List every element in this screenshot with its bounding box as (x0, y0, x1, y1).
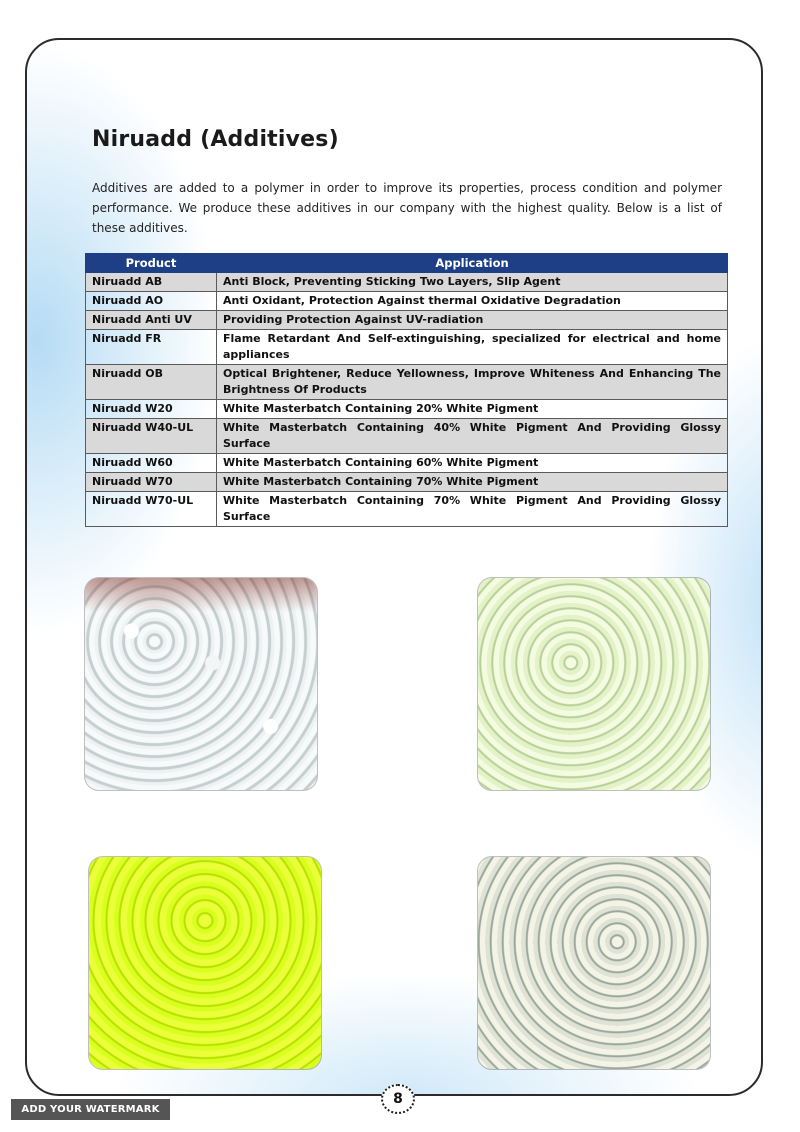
table-row (86, 473, 728, 492)
product-cell: Niruadd W70 (86, 473, 217, 492)
application-cell: White Masterbatch Containing 40% White Pigment And Providing Glossy Surface (217, 419, 728, 454)
table-row (86, 273, 728, 292)
application-cell: White Masterbatch Containing 60% White Pigment (217, 454, 728, 473)
table-row (86, 400, 728, 419)
fluorescent-yellow-granules-photo (89, 857, 321, 1069)
header-product: Product (86, 254, 217, 273)
product-cell: Niruadd Anti UV (86, 311, 217, 330)
product-cell: Niruadd OB (86, 365, 217, 400)
watermark-label: ADD YOUR WATERMARK (11, 1099, 170, 1120)
table-row (86, 330, 728, 365)
white-pellets-photo (478, 857, 710, 1069)
application-cell: Anti Block, Preventing Sticking Two Layers, Slip Agent (217, 273, 728, 292)
product-cell: Niruadd W70-UL (86, 492, 217, 527)
product-cell: Niruadd W40-UL (86, 419, 217, 454)
product-cell: Niruadd W20 (86, 400, 217, 419)
intro-paragraph: Additives are added to a polymer in order to improve its properties, process condition and polymer performance. We produce these additives in our company with the highest quality. Below is a list of these additives. (92, 181, 722, 235)
table-header-row (86, 254, 728, 273)
table-row (86, 365, 728, 400)
application-cell: White Masterbatch Containing 70% White Pigment And Providing Glossy Surface (217, 492, 728, 527)
table-row (86, 419, 728, 454)
product-cell: Niruadd W60 (86, 454, 217, 473)
table-row (86, 292, 728, 311)
table-row (86, 311, 728, 330)
page-number: 8 (381, 1084, 415, 1114)
page-title: Niruadd (Additives) (92, 127, 339, 152)
application-cell: Flame Retardant And Self-extinguishing, specialized for electrical and home appliances (217, 330, 728, 365)
application-cell: White Masterbatch Containing 20% White Pigment (217, 400, 728, 419)
header-application: Application (217, 254, 728, 273)
product-cell: Niruadd AO (86, 292, 217, 311)
application-cell: Anti Oxidant, Protection Against thermal Oxidative Degradation (217, 292, 728, 311)
product-cell: Niruadd FR (86, 330, 217, 365)
white-granules-photo (85, 578, 317, 790)
additives-table (85, 253, 728, 527)
table-row (86, 454, 728, 473)
application-cell: Providing Protection Against UV-radiation (217, 311, 728, 330)
pale-green-granules-photo (478, 578, 710, 790)
application-cell: White Masterbatch Containing 70% White Pigment (217, 473, 728, 492)
table-row (86, 492, 728, 527)
product-cell: Niruadd AB (86, 273, 217, 292)
application-cell: Optical Brightener, Reduce Yellowness, Improve Whiteness And Enhancing The Brightness Of Products (217, 365, 728, 400)
